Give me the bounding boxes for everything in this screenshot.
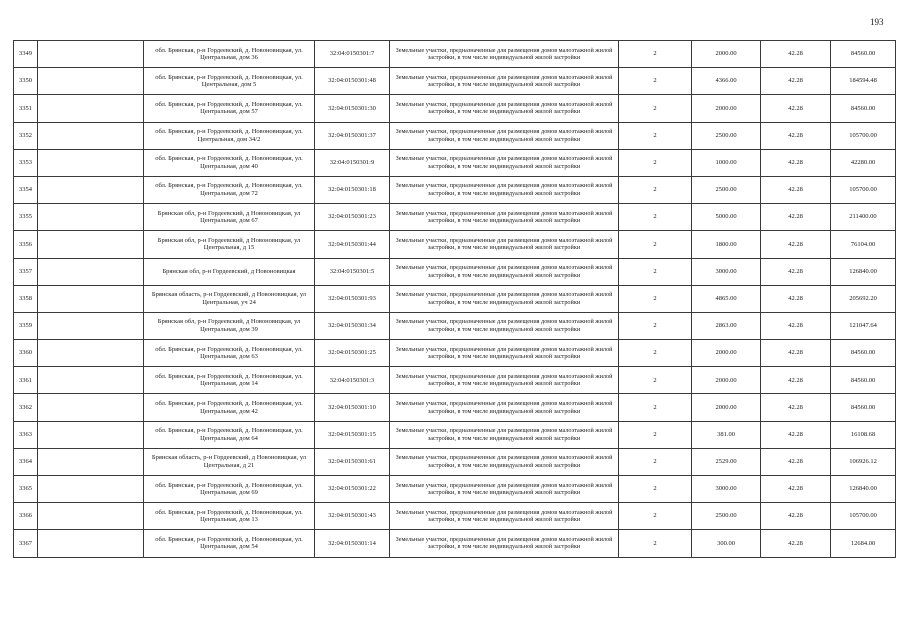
cadastral-value-cell: 76104.00 xyxy=(831,231,896,258)
empty-cell xyxy=(38,340,144,367)
table-row xyxy=(14,476,896,503)
cadastral-number-cell: 32:04:0150301:7 xyxy=(315,41,390,68)
cadastral-value-cell: 12684.00 xyxy=(831,530,896,557)
land-use-cell: Земельные участки, предназначенные для размещения домов малоэтажной жилой застройки, в том числе индивидуальной жилой застройки xyxy=(390,421,619,448)
row-number: 3361 xyxy=(14,367,38,394)
empty-cell xyxy=(38,448,144,475)
table-row xyxy=(14,285,896,312)
land-use-cell: Земельные участки, предназначенные для размещения домов малоэтажной жилой застройки, в том числе индивидуальной жилой застройки xyxy=(390,231,619,258)
empty-cell xyxy=(38,41,144,68)
cadastral-number-cell: 32:04:0150301:3 xyxy=(315,367,390,394)
cadastral-number-cell: 32:04:0150301:9 xyxy=(315,149,390,176)
empty-cell xyxy=(38,503,144,530)
rate-cell: 42.28 xyxy=(761,394,831,421)
row-number: 3355 xyxy=(14,204,38,231)
address-cell: обл. Брянская, р-н Гордеевский, д. Новоновицкая, ул. Центральная, дом 36 xyxy=(144,41,315,68)
empty-cell xyxy=(38,122,144,149)
table-row xyxy=(14,340,896,367)
table-row xyxy=(14,394,896,421)
rate-cell: 42.28 xyxy=(761,231,831,258)
table-row xyxy=(14,421,896,448)
group-cell: 2 xyxy=(619,421,692,448)
table-row xyxy=(14,448,896,475)
table-row xyxy=(14,204,896,231)
empty-cell xyxy=(38,176,144,203)
rate-cell: 42.28 xyxy=(761,421,831,448)
cadastral-value-cell: 84560.00 xyxy=(831,41,896,68)
land-use-cell: Земельные участки, предназначенные для размещения домов малоэтажной жилой застройки, в том числе индивидуальной жилой застройки xyxy=(390,149,619,176)
area-cell: 2863.00 xyxy=(692,312,761,339)
cadastral-number-cell: 32:04:0150301:10 xyxy=(315,394,390,421)
rate-cell: 42.28 xyxy=(761,204,831,231)
address-cell: Брянская область, р-н Гордеевский, д Новоновицкая, ул Центральная, уч 24 xyxy=(144,285,315,312)
group-cell: 2 xyxy=(619,95,692,122)
address-cell: Брянская обл, р-н Гордеевский, д Новоновицкая, ул Центральная, дом 39 xyxy=(144,312,315,339)
address-cell: обл. Брянская, р-н Гордеевский, д. Новоновицкая, ул. Центральная, дом 63 xyxy=(144,340,315,367)
land-use-cell: Земельные участки, предназначенные для размещения домов малоэтажной жилой застройки, в том числе индивидуальной жилой застройки xyxy=(390,394,619,421)
area-cell: 2500.00 xyxy=(692,503,761,530)
cadastral-value-cell: 126840.00 xyxy=(831,476,896,503)
address-cell: Брянская обл, р-н Гордеевский, д Новоновицкая, ул Центральная, д 15 xyxy=(144,231,315,258)
table-row xyxy=(14,176,896,203)
address-cell: Брянская обл, р-н Гордеевский, д Новоновицкая xyxy=(144,258,315,285)
land-use-cell: Земельные участки, предназначенные для размещения домов малоэтажной жилой застройки, в том числе индивидуальной жилой застройки xyxy=(390,204,619,231)
land-use-cell: Земельные участки, предназначенные для размещения домов малоэтажной жилой застройки, в том числе индивидуальной жилой застройки xyxy=(390,367,619,394)
group-cell: 2 xyxy=(619,312,692,339)
empty-cell xyxy=(38,68,144,95)
rate-cell: 42.28 xyxy=(761,258,831,285)
land-use-cell: Земельные участки, предназначенные для размещения домов малоэтажной жилой застройки, в том числе индивидуальной жилой застройки xyxy=(390,122,619,149)
address-cell: обл. Брянская, р-н Гордеевский, д. Новоновицкая, ул. Центральная, дом 42 xyxy=(144,394,315,421)
rate-cell: 42.28 xyxy=(761,312,831,339)
land-use-cell: Земельные участки, предназначенные для размещения домов малоэтажной жилой застройки, в том числе индивидуальной жилой застройки xyxy=(390,503,619,530)
row-number: 3357 xyxy=(14,258,38,285)
cadastral-number-cell: 32:04:0150301:37 xyxy=(315,122,390,149)
empty-cell xyxy=(38,312,144,339)
rate-cell: 42.28 xyxy=(761,285,831,312)
area-cell: 2000.00 xyxy=(692,41,761,68)
cadastral-value-cell: 105700.00 xyxy=(831,122,896,149)
area-cell: 2000.00 xyxy=(692,367,761,394)
address-cell: обл. Брянская, р-н Гордеевский, д. Новоновицкая, ул. Центральная, дом 13 xyxy=(144,503,315,530)
group-cell: 2 xyxy=(619,285,692,312)
rate-cell: 42.28 xyxy=(761,41,831,68)
cadastral-value-cell: 121047.64 xyxy=(831,312,896,339)
page-number: 193 xyxy=(870,17,884,27)
cadastral-value-cell: 211400.00 xyxy=(831,204,896,231)
group-cell: 2 xyxy=(619,530,692,557)
area-cell: 1800.00 xyxy=(692,231,761,258)
rate-cell: 42.28 xyxy=(761,95,831,122)
address-cell: обл. Брянская, р-н Гордеевский, д. Новоновицкая, ул. Центральная, дом 69 xyxy=(144,476,315,503)
row-number: 3351 xyxy=(14,95,38,122)
rate-cell: 42.28 xyxy=(761,448,831,475)
land-use-cell: Земельные участки, предназначенные для размещения домов малоэтажной жилой застройки, в том числе индивидуальной жилой застройки xyxy=(390,68,619,95)
cadastral-value-cell: 184594.48 xyxy=(831,68,896,95)
table-row xyxy=(14,530,896,557)
row-number: 3358 xyxy=(14,285,38,312)
empty-cell xyxy=(38,394,144,421)
rate-cell: 42.28 xyxy=(761,476,831,503)
rate-cell: 42.28 xyxy=(761,367,831,394)
address-cell: обл. Брянская, р-н Гордеевский, д. Новоновицкая, ул. Центральная, дом 64 xyxy=(144,421,315,448)
empty-cell xyxy=(38,367,144,394)
table-body xyxy=(14,41,896,558)
row-number: 3364 xyxy=(14,448,38,475)
group-cell: 2 xyxy=(619,503,692,530)
rate-cell: 42.28 xyxy=(761,176,831,203)
area-cell: 300.00 xyxy=(692,530,761,557)
address-cell: обл. Брянская, р-н Гордеевский, д. Новоновицкая, ул. Центральная, дом 72 xyxy=(144,176,315,203)
cadastral-number-cell: 32:04:0150301:61 xyxy=(315,448,390,475)
table-row xyxy=(14,231,896,258)
area-cell: 2000.00 xyxy=(692,95,761,122)
address-cell: обл. Брянская, р-н Гордеевский, д. Новоновицкая, ул. Центральная, дом 5 xyxy=(144,68,315,95)
table-row xyxy=(14,41,896,68)
row-number: 3363 xyxy=(14,421,38,448)
area-cell: 2500.00 xyxy=(692,176,761,203)
area-cell: 2000.00 xyxy=(692,340,761,367)
cadastral-value-cell: 84560.00 xyxy=(831,394,896,421)
land-use-cell: Земельные участки, предназначенные для размещения домов малоэтажной жилой застройки, в том числе индивидуальной жилой застройки xyxy=(390,285,619,312)
area-cell: 3000.00 xyxy=(692,258,761,285)
group-cell: 2 xyxy=(619,340,692,367)
row-number: 3352 xyxy=(14,122,38,149)
area-cell: 4865.00 xyxy=(692,285,761,312)
empty-cell xyxy=(38,204,144,231)
area-cell: 1000.00 xyxy=(692,149,761,176)
cadastral-number-cell: 32:04:0150301:15 xyxy=(315,421,390,448)
cadastral-value-cell: 105700.00 xyxy=(831,176,896,203)
group-cell: 2 xyxy=(619,41,692,68)
group-cell: 2 xyxy=(619,231,692,258)
empty-cell xyxy=(38,231,144,258)
cadastral-number-cell: 32:04:0150301:5 xyxy=(315,258,390,285)
address-cell: обл. Брянская, р-н Гордеевский, д. Новоновицкая, ул. Центральная, дом 54 xyxy=(144,530,315,557)
empty-cell xyxy=(38,95,144,122)
cadastral-number-cell: 32:04:0150301:18 xyxy=(315,176,390,203)
table-row xyxy=(14,367,896,394)
group-cell: 2 xyxy=(619,394,692,421)
table-row xyxy=(14,95,896,122)
row-number: 3367 xyxy=(14,530,38,557)
address-cell: обл. Брянская, р-н Гордеевский, д. Новоновицкая, ул. Центральная, дом 34/2 xyxy=(144,122,315,149)
empty-cell xyxy=(38,476,144,503)
address-cell: обл. Брянская, р-н Гордеевский, д. Новоновицкая, ул. Центральная, дом 40 xyxy=(144,149,315,176)
land-use-cell: Земельные участки, предназначенные для размещения домов малоэтажной жилой застройки, в том числе индивидуальной жилой застройки xyxy=(390,448,619,475)
land-use-cell: Земельные участки, предназначенные для размещения домов малоэтажной жилой застройки, в том числе индивидуальной жилой застройки xyxy=(390,312,619,339)
cadastral-value-cell: 84560.00 xyxy=(831,95,896,122)
rate-cell: 42.28 xyxy=(761,68,831,95)
table-row xyxy=(14,503,896,530)
table-row xyxy=(14,258,896,285)
table-row xyxy=(14,68,896,95)
cadastral-value-cell: 105700.00 xyxy=(831,503,896,530)
cadastral-number-cell: 32:04:0150301:34 xyxy=(315,312,390,339)
group-cell: 2 xyxy=(619,448,692,475)
area-cell: 4366.00 xyxy=(692,68,761,95)
row-number: 3349 xyxy=(14,41,38,68)
group-cell: 2 xyxy=(619,68,692,95)
row-number: 3356 xyxy=(14,231,38,258)
group-cell: 2 xyxy=(619,367,692,394)
cadastral-number-cell: 32:04:0150301:30 xyxy=(315,95,390,122)
row-number: 3360 xyxy=(14,340,38,367)
row-number: 3359 xyxy=(14,312,38,339)
area-cell: 2500.00 xyxy=(692,122,761,149)
address-cell: Брянская обл, р-н Гордеевский, д Новоновицкая, ул Центральная, дом 67 xyxy=(144,204,315,231)
land-use-cell: Земельные участки, предназначенные для размещения домов малоэтажной жилой застройки, в том числе индивидуальной жилой застройки xyxy=(390,476,619,503)
empty-cell xyxy=(38,149,144,176)
cadastral-value-cell: 42280.00 xyxy=(831,149,896,176)
cadastral-number-cell: 32:04:0150301:43 xyxy=(315,503,390,530)
empty-cell xyxy=(38,421,144,448)
row-number: 3354 xyxy=(14,176,38,203)
group-cell: 2 xyxy=(619,204,692,231)
rate-cell: 42.28 xyxy=(761,340,831,367)
cadastral-number-cell: 32:04:0150301:14 xyxy=(315,530,390,557)
cadastral-value-cell: 84560.00 xyxy=(831,340,896,367)
land-use-cell: Земельные участки, предназначенные для размещения домов малоэтажной жилой застройки, в том числе индивидуальной жилой застройки xyxy=(390,340,619,367)
cadastral-value-cell: 205692.20 xyxy=(831,285,896,312)
cadastral-number-cell: 32:04:0150301:22 xyxy=(315,476,390,503)
row-number: 3365 xyxy=(14,476,38,503)
area-cell: 2529.00 xyxy=(692,448,761,475)
rate-cell: 42.28 xyxy=(761,149,831,176)
cadastral-number-cell: 32:04:0150301:48 xyxy=(315,68,390,95)
cadastral-value-table xyxy=(13,40,896,558)
row-number: 3362 xyxy=(14,394,38,421)
rate-cell: 42.28 xyxy=(761,530,831,557)
cadastral-number-cell: 32:04:0150301:44 xyxy=(315,231,390,258)
area-cell: 381.00 xyxy=(692,421,761,448)
land-use-cell: Земельные участки, предназначенные для размещения домов малоэтажной жилой застройки, в том числе индивидуальной жилой застройки xyxy=(390,258,619,285)
address-cell: обл. Брянская, р-н Гордеевский, д. Новоновицкая, ул. Центральная, дом 57 xyxy=(144,95,315,122)
cadastral-number-cell: 32:04:0150301:93 xyxy=(315,285,390,312)
empty-cell xyxy=(38,258,144,285)
area-cell: 3000.00 xyxy=(692,476,761,503)
land-use-cell: Земельные участки, предназначенные для размещения домов малоэтажной жилой застройки, в том числе индивидуальной жилой застройки xyxy=(390,176,619,203)
group-cell: 2 xyxy=(619,149,692,176)
address-cell: обл. Брянская, р-н Гордеевский, д. Новоновицкая, ул. Центральная, дом 14 xyxy=(144,367,315,394)
group-cell: 2 xyxy=(619,122,692,149)
empty-cell xyxy=(38,285,144,312)
cadastral-value-cell: 126840.00 xyxy=(831,258,896,285)
row-number: 3350 xyxy=(14,68,38,95)
land-use-cell: Земельные участки, предназначенные для размещения домов малоэтажной жилой застройки, в том числе индивидуальной жилой застройки xyxy=(390,530,619,557)
land-use-cell: Земельные участки, предназначенные для размещения домов малоэтажной жилой застройки, в том числе индивидуальной жилой застройки xyxy=(390,95,619,122)
group-cell: 2 xyxy=(619,176,692,203)
group-cell: 2 xyxy=(619,258,692,285)
cadastral-value-cell: 106926.12 xyxy=(831,448,896,475)
table-row xyxy=(14,312,896,339)
table-row xyxy=(14,122,896,149)
address-cell: Брянская область, р-н Гордеевский, д Новоновицкая, ул Центральная, д 21 xyxy=(144,448,315,475)
cadastral-value-cell: 84560.00 xyxy=(831,367,896,394)
area-cell: 5000.00 xyxy=(692,204,761,231)
table-row xyxy=(14,149,896,176)
rate-cell: 42.28 xyxy=(761,122,831,149)
area-cell: 2000.00 xyxy=(692,394,761,421)
cadastral-value-cell: 16108.68 xyxy=(831,421,896,448)
rate-cell: 42.28 xyxy=(761,503,831,530)
row-number: 3366 xyxy=(14,503,38,530)
cadastral-number-cell: 32:04:0150301:25 xyxy=(315,340,390,367)
cadastral-number-cell: 32:04:0150301:23 xyxy=(315,204,390,231)
empty-cell xyxy=(38,530,144,557)
row-number: 3353 xyxy=(14,149,38,176)
land-use-cell: Земельные участки, предназначенные для размещения домов малоэтажной жилой застройки, в том числе индивидуальной жилой застройки xyxy=(390,41,619,68)
group-cell: 2 xyxy=(619,476,692,503)
